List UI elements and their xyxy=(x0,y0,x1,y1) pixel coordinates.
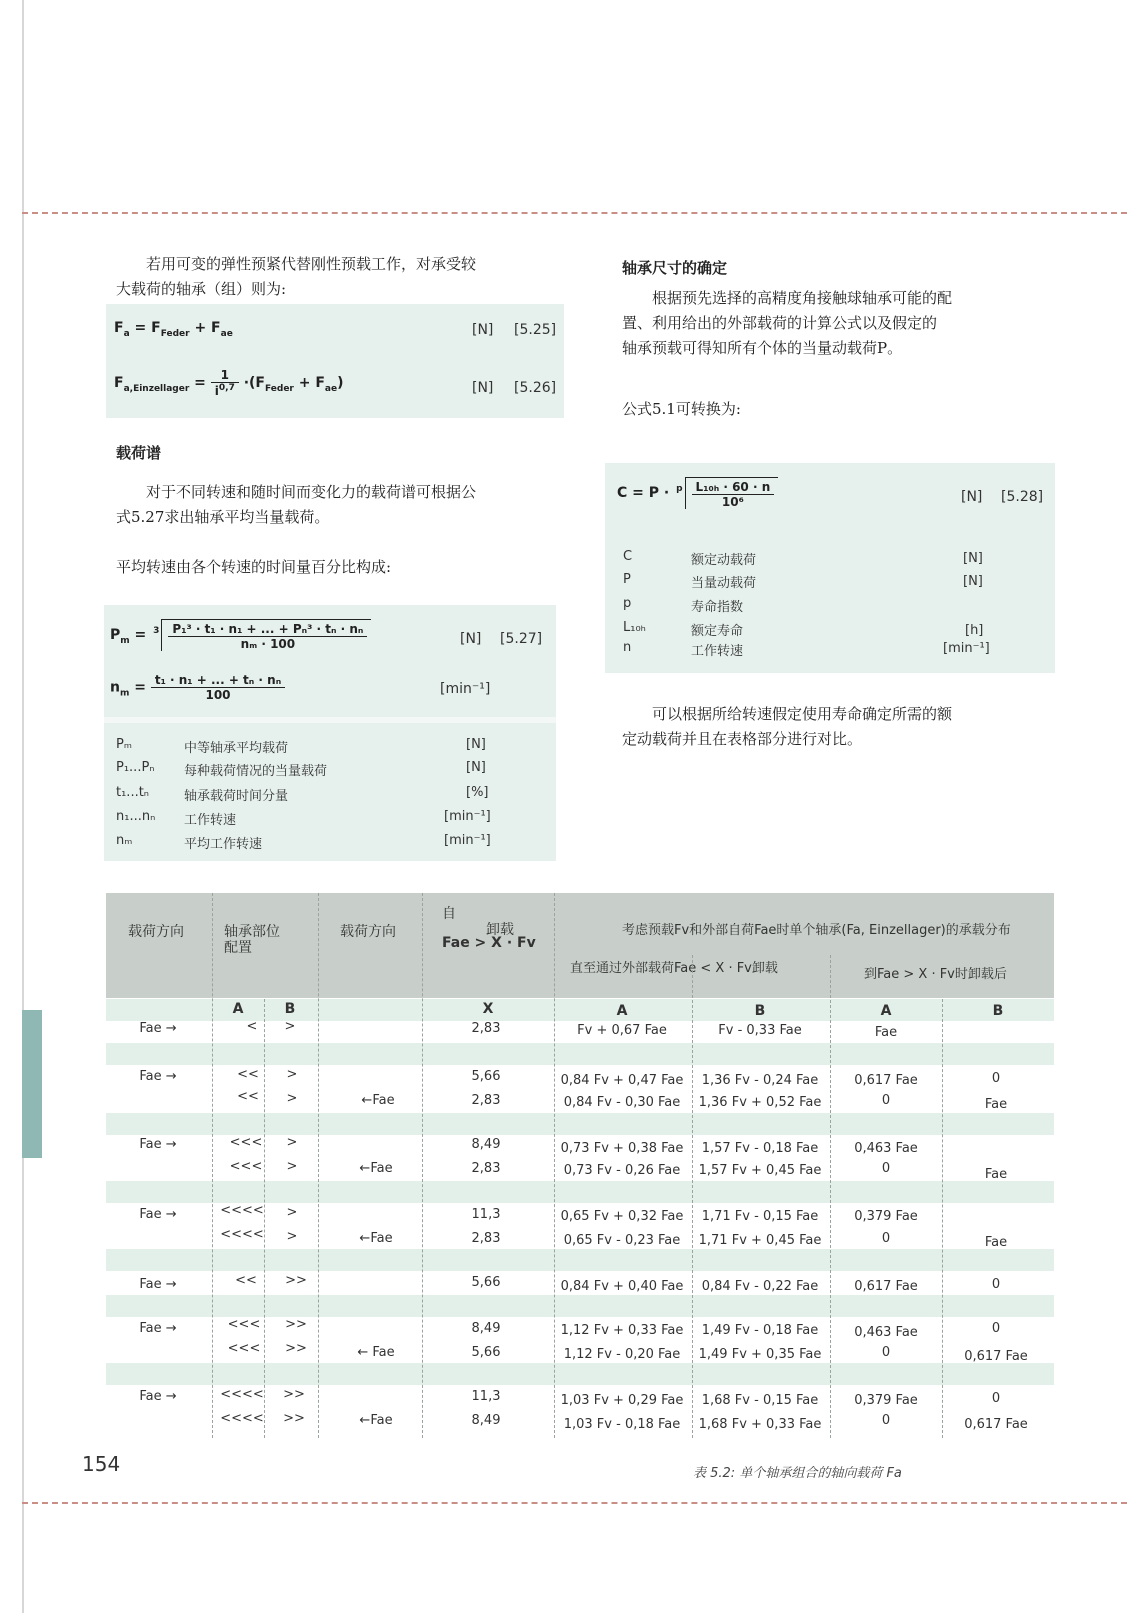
cell-until-b: 1,36 Fv + 0,52 Fae xyxy=(698,1095,822,1110)
th-load-direction-2: 载荷方向 xyxy=(340,924,396,940)
bearing-size-paragraph xyxy=(622,286,1052,361)
bottom-divider xyxy=(22,1502,1127,1504)
var-desc: 额定寿命 xyxy=(691,624,744,639)
intro-line-2: 大载荷的轴承（组）则为: xyxy=(116,280,287,298)
cell-direction-2: ←Fae xyxy=(359,1161,393,1176)
cell-until-b: 1,36 Fv - 0,24 Fae xyxy=(701,1073,819,1088)
cell-until-b: 1,49 Fv - 0,18 Fae xyxy=(701,1323,819,1338)
var-sym: L₁₀ₕ xyxy=(623,620,646,635)
column-divider xyxy=(264,999,265,1438)
separator-band xyxy=(106,1295,1054,1317)
var-sym: n₁...nₙ xyxy=(116,809,156,824)
cell-x: 8,49 xyxy=(471,1321,501,1336)
col-B-after: B xyxy=(992,1003,1004,1019)
cell-until-a: 0,84 Fv + 0,40 Fae xyxy=(560,1279,684,1294)
formula-box-525-526 xyxy=(106,304,564,418)
cell-until-b: 1,57 Fv - 0,18 Fae xyxy=(701,1141,819,1156)
cell-x: 2,83 xyxy=(471,1021,501,1036)
cell-until-a: 0,73 Fv + 0,38 Fae xyxy=(560,1141,684,1156)
page-edge-line xyxy=(22,0,24,1613)
cell-until-b: 1,68 Fv + 0,33 Fae xyxy=(698,1417,822,1432)
cell-arr-a: <<< xyxy=(227,1317,261,1332)
column-divider xyxy=(692,955,693,1438)
size-line-3: 轴承预载可得知所有个体的当量动载荷P。 xyxy=(622,339,903,357)
th-arrangement-1: 轴承部位 xyxy=(224,924,280,940)
page-number: 154 xyxy=(82,1452,121,1476)
cell-direction-2: ←Fae xyxy=(359,1413,393,1428)
cell-after-a: 0,463 Fae xyxy=(854,1325,918,1340)
cell-arr-b: >> xyxy=(285,1341,307,1356)
cell-after-a: 0,379 Fae xyxy=(854,1209,918,1224)
var-desc: 轴承载荷时间分量 xyxy=(184,789,289,804)
column-divider xyxy=(942,999,943,1438)
cell-direction: Fae → xyxy=(139,1321,177,1336)
column-divider xyxy=(830,955,831,1438)
cell-arr-b: > xyxy=(286,1135,298,1150)
var-sym: P xyxy=(623,572,631,587)
cell-arr-a: < xyxy=(246,1019,258,1034)
cell-after-b: Fae xyxy=(984,1235,1008,1250)
intro-line-1: 若用可变的弹性预紧代替刚性预载工作，对承受较 xyxy=(146,255,477,273)
cell-until-a: 1,12 Fv - 0,20 Fae xyxy=(563,1347,681,1362)
cell-after-b: 0 xyxy=(991,1391,1001,1406)
cell-arr-a: <<< xyxy=(229,1135,263,1150)
separator-band xyxy=(106,1043,1054,1065)
cell-until-a: 0,84 Fv + 0,47 Fae xyxy=(560,1073,684,1088)
cell-x: 11,3 xyxy=(471,1207,501,1222)
concl-line-2: 定动载荷并且在表格部分进行对比。 xyxy=(622,730,863,748)
cell-arr-a: <<< xyxy=(229,1159,263,1174)
cell-after-b: 0 xyxy=(991,1321,1001,1336)
heading-bearing-size: 轴承尺寸的确定 xyxy=(622,259,728,277)
cell-arr-a: <<<< xyxy=(220,1227,264,1242)
cell-x: 2,83 xyxy=(471,1231,501,1246)
col-A-after: A xyxy=(880,1003,892,1019)
chapter-tab-marker xyxy=(22,1010,42,1158)
cell-until-b: Fv - 0,33 Fae xyxy=(718,1023,802,1038)
col-B-until: B xyxy=(754,1003,766,1019)
var-unit: [N] xyxy=(963,574,983,589)
th-x-3: Fae > X · Fv xyxy=(442,935,536,951)
col-X: X xyxy=(482,1001,494,1017)
formula-nm-unit: [min⁻¹] xyxy=(440,681,491,697)
cell-direction: Fae → xyxy=(139,1021,177,1036)
var-sym: Pₘ xyxy=(116,737,132,752)
cell-arr-b: >> xyxy=(285,1273,307,1288)
cell-x: 11,3 xyxy=(471,1389,501,1404)
col-A: A xyxy=(232,1001,244,1017)
formula-528-unit: [N] xyxy=(961,489,983,505)
mean-speed-text: 平均转速由各个转速的时间量百分比构成: xyxy=(116,558,392,576)
cell-after-b: Fae xyxy=(984,1167,1008,1182)
formula-box-527 xyxy=(104,605,556,861)
cell-arr-b: > xyxy=(286,1091,298,1106)
formula-box-528 xyxy=(605,463,1055,673)
var-unit: [N] xyxy=(963,551,983,566)
cell-x: 8,49 xyxy=(471,1137,501,1152)
var-unit: [min⁻¹] xyxy=(444,809,491,824)
cell-after-a: Fae xyxy=(874,1025,898,1040)
cell-arr-b: > xyxy=(286,1205,298,1220)
separator-band xyxy=(106,1181,1054,1203)
cell-after-a: 0 xyxy=(881,1093,891,1108)
cell-after-b: 0,617 Fae xyxy=(964,1417,1028,1432)
var-desc: 寿命指数 xyxy=(691,600,744,615)
separator-band xyxy=(106,1363,1054,1385)
formula-525-number: [5.25] xyxy=(514,322,557,338)
var-desc: 每种载荷情况的当量载荷 xyxy=(184,764,328,779)
column-divider xyxy=(318,893,319,1438)
cell-direction: Fae → xyxy=(139,1137,177,1152)
cell-until-b: 1,71 Fv - 0,15 Fae xyxy=(701,1209,819,1224)
cell-after-a: 0 xyxy=(881,1345,891,1360)
cell-after-b: 0 xyxy=(991,1071,1001,1086)
var-sym: P₁...Pₙ xyxy=(116,760,155,775)
formula-527-number: [5.27] xyxy=(500,631,543,647)
table-header xyxy=(106,893,1054,998)
col-B: B xyxy=(284,1001,296,1017)
conversion-text: 公式5.1可转换为: xyxy=(622,400,741,418)
cell-arr-b: > xyxy=(286,1067,298,1082)
cell-x: 8,49 xyxy=(471,1413,501,1428)
th-until-unload: 直至通过外部载荷Fae < X · Fv卸载 xyxy=(570,961,778,976)
size-line-2: 置、利用给出的外部载荷的计算公式以及假定的 xyxy=(622,314,938,332)
load-line-1: 对于不同转速和随时间而变化力的载荷谱可根据公 xyxy=(146,483,477,501)
formula-528: C = P · $^p$ $\frac{\text{L₁₀ₕ · 60 · n}}{\text{10⁶}}$ xyxy=(617,477,778,509)
var-sym: C xyxy=(623,549,633,564)
cell-x: 5,66 xyxy=(471,1345,501,1360)
th-distribution: 考虑预载Fv和外部自荷Fae时单个轴承(Fa, Einzellager)的承载分布 xyxy=(622,923,1011,938)
column-letter-band xyxy=(106,999,1054,1021)
th-arrangement-2: 配置 xyxy=(224,940,252,956)
cell-direction: Fae → xyxy=(139,1277,177,1292)
concl-line-1: 可以根据所给转速假定使用寿命确定所需的额 xyxy=(652,705,953,723)
cell-arr-b: >> xyxy=(283,1387,305,1402)
column-divider xyxy=(554,893,555,1438)
conclusion-paragraph xyxy=(622,702,1052,752)
var-sym: nₘ xyxy=(116,833,133,848)
var-sym: t₁...tₙ xyxy=(116,785,149,800)
cell-until-a: 0,65 Fv + 0,32 Fae xyxy=(560,1209,684,1224)
cell-until-a: 0,73 Fv - 0,26 Fae xyxy=(563,1163,681,1178)
col-A-until: A xyxy=(616,1003,628,1019)
column-divider xyxy=(212,893,213,1438)
cell-until-a: 0,84 Fv - 0,30 Fae xyxy=(563,1095,681,1110)
cell-until-b: 1,71 Fv + 0,45 Fae xyxy=(698,1233,822,1248)
var-desc: 当量动载荷 xyxy=(691,576,757,591)
cell-until-a: Fv + 0,67 Fae xyxy=(577,1023,667,1038)
cell-after-b: 0 xyxy=(991,1277,1001,1292)
top-divider xyxy=(22,212,1127,214)
column-divider xyxy=(422,893,423,1438)
size-line-1: 根据预先选择的高精度角接触球轴承可能的配 xyxy=(652,289,953,307)
cell-direction: Fae → xyxy=(139,1069,177,1084)
var-desc: 工作转速 xyxy=(184,813,237,828)
formula-526-number: [5.26] xyxy=(514,380,557,396)
cell-until-a: 0,65 Fv - 0,23 Fae xyxy=(563,1233,681,1248)
cell-x: 2,83 xyxy=(471,1093,501,1108)
cell-direction-2: ←Fae xyxy=(359,1231,393,1246)
formula-box-separator xyxy=(104,717,556,723)
cell-x: 5,66 xyxy=(471,1069,501,1084)
cell-x: 2,83 xyxy=(471,1161,501,1176)
cell-after-a: 0,617 Fae xyxy=(854,1279,918,1294)
cell-direction: Fae → xyxy=(139,1389,177,1404)
cell-after-a: 0,617 Fae xyxy=(854,1073,918,1088)
var-unit: [h] xyxy=(965,623,984,638)
cell-direction: Fae → xyxy=(139,1207,177,1222)
cell-after-b: 0,617 Fae xyxy=(964,1349,1028,1364)
cell-after-b: Fae xyxy=(984,1097,1008,1112)
th-load-direction: 载荷方向 xyxy=(128,924,184,940)
intro-paragraph xyxy=(116,252,556,302)
formula-nm: $n_m$ = $\frac{\text{t₁ · n₁ + ... + tₙ · nₙ}}{100}$ xyxy=(110,673,285,702)
cell-arr-b: > xyxy=(286,1159,298,1174)
cell-arr-a: <<< xyxy=(227,1341,261,1356)
cell-arr-a: <<<< xyxy=(220,1411,264,1426)
cell-until-b: 0,84 Fv - 0,22 Fae xyxy=(701,1279,819,1294)
formula-526-unit: [N] xyxy=(472,380,494,396)
var-desc: 中等轴承平均载荷 xyxy=(184,741,289,756)
var-unit: [min⁻¹] xyxy=(444,833,491,848)
cell-arr-a: << xyxy=(237,1067,259,1082)
formula-528-number: [5.28] xyxy=(1001,489,1044,505)
cell-until-a: 1,12 Fv + 0,33 Fae xyxy=(560,1323,684,1338)
var-unit: [%] xyxy=(466,785,489,800)
cell-arr-b: >> xyxy=(285,1317,307,1332)
cell-x: 5,66 xyxy=(471,1275,501,1290)
formula-525-unit: [N] xyxy=(472,322,494,338)
cell-arr-a: << xyxy=(237,1089,259,1104)
cell-direction-2: ← Fae xyxy=(357,1345,395,1360)
formula-526: $F_{a,Einzellager}$ = $\frac{1}{i^{0,7}}$ $\cdot(F_{Feder} + F_{ae})$ xyxy=(114,368,344,398)
cell-arr-b: > xyxy=(286,1229,298,1244)
cell-after-a: 0 xyxy=(881,1231,891,1246)
cell-arr-b: > xyxy=(284,1019,296,1034)
cell-after-a: 0,463 Fae xyxy=(854,1141,918,1156)
formula-527: $P_m = ^3$ $\frac{\text{P₁³ · t₁ · n₁ + ... + Pₙ³ · tₙ · nₙ}}{\text{nₘ · 100}}$ xyxy=(110,619,371,651)
axial-load-table xyxy=(106,893,1054,1438)
var-desc: 平均工作转速 xyxy=(184,837,263,852)
cell-until-a: 1,03 Fv + 0,29 Fae xyxy=(560,1393,684,1408)
cell-until-a: 1,03 Fv - 0,18 Fae xyxy=(563,1417,681,1432)
th-x-1: 自 xyxy=(442,906,456,922)
var-desc: 工作转速 xyxy=(691,644,744,659)
var-unit: [N] xyxy=(466,760,486,775)
cell-after-a: 0,379 Fae xyxy=(854,1393,918,1408)
formula-527-unit: [N] xyxy=(460,631,482,647)
var-unit: [min⁻¹] xyxy=(943,641,990,656)
th-x-2: 卸载 xyxy=(486,922,514,938)
var-sym: n xyxy=(623,640,632,655)
formula-525: $F_a = F_{Feder} + F_{ae}$ xyxy=(114,320,233,339)
cell-arr-b: >> xyxy=(283,1411,305,1426)
load-spectrum-paragraph xyxy=(116,480,566,530)
heading-load-spectrum: 载荷谱 xyxy=(116,444,162,462)
var-desc: 额定动载荷 xyxy=(691,553,757,568)
cell-arr-a: <<<< xyxy=(220,1203,264,1218)
table-caption: 表 5.2: 单个轴承组合的轴向载荷 Fa xyxy=(693,1466,902,1481)
cell-until-b: 1,57 Fv + 0,45 Fae xyxy=(698,1163,822,1178)
var-unit: [N] xyxy=(466,737,486,752)
separator-band xyxy=(106,1249,1054,1271)
cell-arr-a: <<<< xyxy=(220,1387,264,1402)
cell-arr-a: << xyxy=(235,1273,257,1288)
cell-direction-2: ←Fae xyxy=(361,1093,395,1108)
separator-band xyxy=(106,1113,1054,1135)
cell-until-b: 1,49 Fv + 0,35 Fae xyxy=(698,1347,822,1362)
cell-until-b: 1,68 Fv - 0,15 Fae xyxy=(701,1393,819,1408)
th-after-unload: 到Fae > X · Fv时卸载后 xyxy=(864,967,1007,982)
cell-after-a: 0 xyxy=(881,1161,891,1176)
cell-after-a: 0 xyxy=(881,1413,891,1428)
load-line-2: 式5.27求出轴承平均当量载荷。 xyxy=(116,508,330,526)
var-sym: p xyxy=(623,596,632,611)
